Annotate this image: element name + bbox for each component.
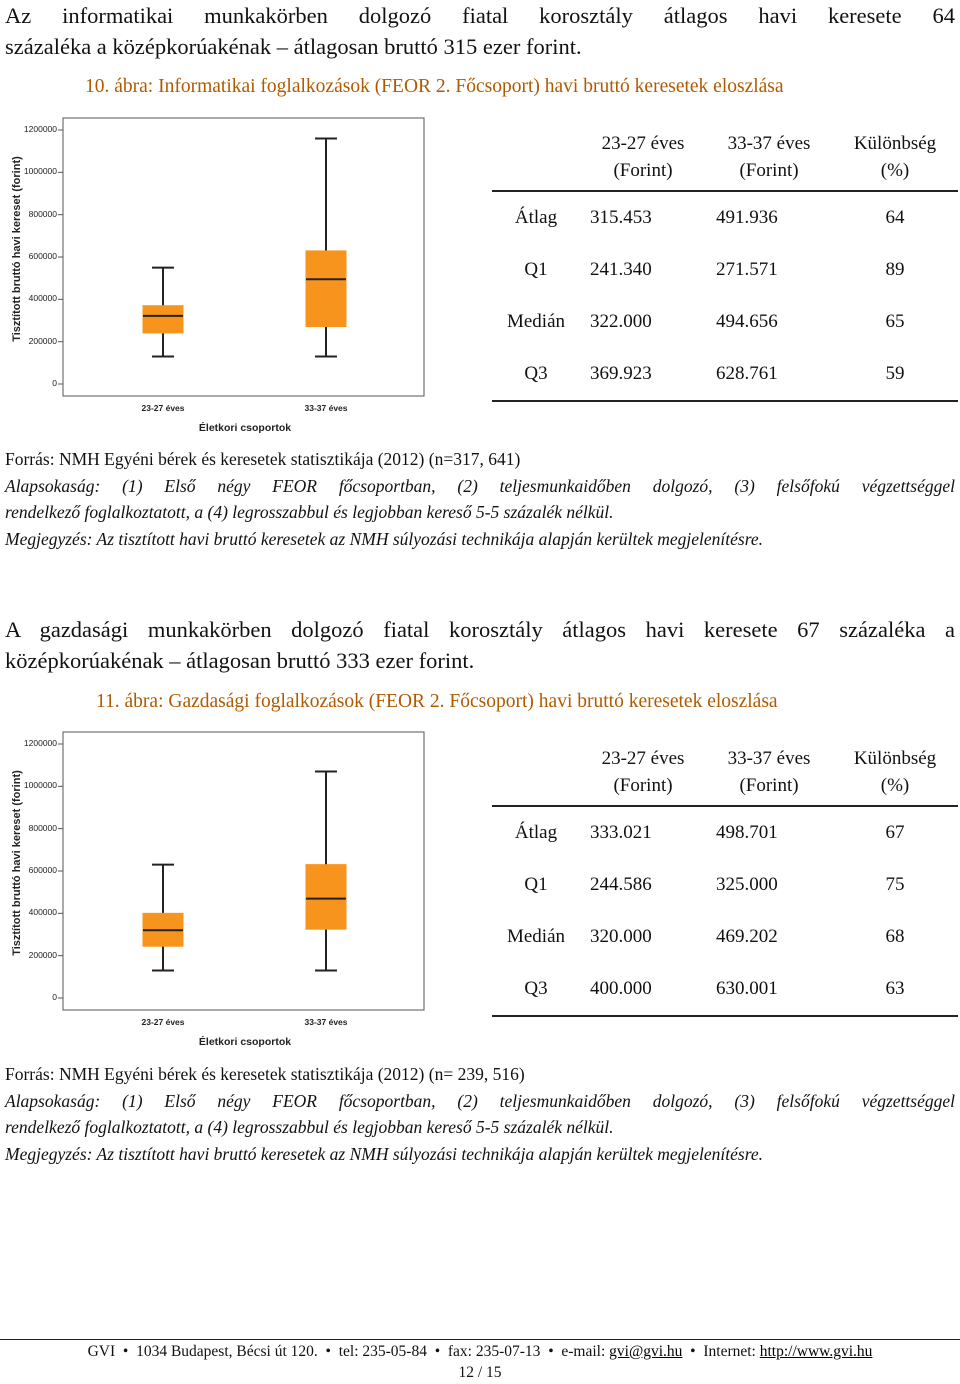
- bullet-separator: •: [430, 1343, 445, 1360]
- y-tick-label: 800000: [28, 822, 57, 833]
- row-label: Átlag: [514, 207, 558, 228]
- footer-internet-label: Internet:: [703, 1343, 756, 1360]
- table-row: [492, 244, 958, 296]
- boxplot-chart-2: [0, 729, 427, 1059]
- table-row: [492, 191, 958, 244]
- population-text: Alapsokaság: (1) Első négy FEOR főcsoportban, (2) teljesmunkaidőben dolgozó, (3) felsőfokú végzettséggel: [5, 475, 955, 496]
- header-line: (Forint): [613, 160, 673, 181]
- cell-mid: 491.936: [716, 207, 778, 228]
- y-tick-label: 1200000: [23, 124, 57, 134]
- box-plot-group: [306, 138, 346, 356]
- note-text: Megjegyzés: Az tisztított havi bruttó keresetek az NMH súlyozási technikája alapján kerültek megjelenítésre.: [5, 528, 764, 549]
- cell-diff: 63: [885, 978, 905, 999]
- header-line: (%): [880, 160, 910, 181]
- iqr-box: [143, 306, 183, 333]
- table-header-cell: [706, 745, 832, 806]
- footer-org: GVI: [87, 1343, 116, 1360]
- population-text: rendelkező foglalkoztatott, a (4) legrosszabbul és legjobban kereső 5-5 százalék nélkül.: [5, 502, 614, 522]
- footer-contact: [0, 1343, 960, 1361]
- x-tick-label: 23-27 éves: [141, 403, 185, 413]
- cell-diff: 64: [885, 207, 905, 228]
- iqr-box: [306, 251, 346, 327]
- intro-line: középkorúakénak – átlagosan bruttó 333 ezer forint.: [5, 648, 475, 673]
- table-header-row: [492, 130, 958, 191]
- cell-diff: 59: [885, 363, 905, 384]
- cell-diff: 67: [885, 822, 905, 843]
- footer-fax: fax: 235-07-13: [447, 1343, 541, 1360]
- table-header-cell: [832, 745, 958, 806]
- header-line: 33-37 éves: [727, 133, 811, 154]
- website-link[interactable]: http://www.gvi.hu: [759, 1343, 873, 1360]
- y-tick-label: 0: [52, 378, 57, 388]
- cell-diff: 89: [885, 259, 905, 280]
- header-line: [492, 772, 580, 799]
- header-line: (Forint): [739, 160, 799, 181]
- population-text: rendelkező foglalkoztatott, a (4) legrosszabbul és legjobban kereső 5-5 százalék nélkül.: [5, 1117, 614, 1137]
- header-line: (Forint): [739, 775, 799, 796]
- table-header-cell: [832, 130, 958, 191]
- cell-mid: 494.656: [716, 311, 778, 332]
- intro-line: A gazdasági munkakörben dolgozó fiatal korosztály átlagos havi keresete 67 százaléka a: [5, 617, 955, 642]
- cell-young: 333.021: [590, 822, 652, 843]
- bullet-separator: •: [119, 1343, 133, 1360]
- x-tick-label: 23-27 éves: [141, 1017, 185, 1027]
- table-row: [492, 911, 958, 963]
- intro-paragraph-1: [5, 0, 955, 62]
- cell-young: 322.000: [590, 311, 652, 332]
- row-label: Q3: [524, 978, 548, 999]
- page-number: 12 / 15: [458, 1364, 502, 1381]
- table-header-cell: [580, 745, 706, 806]
- bullet-separator: •: [686, 1343, 700, 1360]
- cell-diff: 75: [885, 874, 905, 895]
- stats-table: [492, 745, 958, 1017]
- header-line: 23-27 éves: [601, 748, 685, 769]
- header-line: 33-37 éves: [727, 748, 811, 769]
- y-tick-label: 1000000: [23, 780, 57, 791]
- footer-divider: [0, 1339, 960, 1340]
- stats-table-2: [492, 745, 958, 1017]
- intro-paragraph-2: [5, 614, 955, 676]
- boxplot-svg: [0, 115, 427, 445]
- source-text: Forrás: NMH Egyéni bérek és keresetek statisztikája (2012) (n=317, 641): [5, 449, 521, 469]
- intro-line: százaléka a középkorúakénak – átlagosan bruttó 315 ezer forint.: [5, 34, 582, 59]
- y-tick-label: 200000: [28, 335, 57, 346]
- y-tick-label: 1200000: [23, 738, 57, 748]
- cell-mid: 325.000: [716, 874, 778, 895]
- y-tick-label: 1000000: [23, 166, 57, 177]
- table-row: [492, 963, 958, 1016]
- y-axis-title: Tisztított bruttó havi kereset (forint): [10, 156, 23, 342]
- row-label: Q1: [524, 259, 548, 280]
- header-line: (Forint): [613, 775, 673, 796]
- box-plot-group: [306, 772, 346, 971]
- header-line: Különbség: [853, 133, 937, 154]
- bullet-separator: •: [544, 1343, 558, 1360]
- cell-mid: 498.701: [716, 822, 778, 843]
- y-tick-label: 400000: [28, 907, 57, 918]
- table-header-cell: [492, 130, 580, 191]
- table-row: [492, 806, 958, 859]
- table-header-cell: [492, 745, 580, 806]
- plot-frame: [63, 118, 424, 396]
- table-header-cell: [706, 130, 832, 191]
- email-link[interactable]: gvi@gvi.hu: [609, 1343, 683, 1360]
- y-tick-label: 400000: [28, 293, 57, 304]
- x-axis-title: Életkori csoportok: [198, 422, 292, 434]
- bullet-separator: •: [321, 1343, 335, 1360]
- iqr-box: [306, 865, 346, 930]
- table-row: [492, 859, 958, 911]
- cell-young: 241.340: [590, 259, 652, 280]
- y-tick-label: 600000: [28, 865, 57, 875]
- table-row: [492, 296, 958, 348]
- notes-block-1: [5, 446, 955, 552]
- cell-diff: 65: [885, 311, 905, 332]
- x-tick-label: 33-37 éves: [304, 1017, 348, 1027]
- cell-young: 320.000: [590, 926, 652, 947]
- header-line: [492, 130, 580, 157]
- cell-mid: 628.761: [716, 363, 778, 384]
- header-line: [492, 157, 580, 184]
- header-line: Különbség: [853, 748, 937, 769]
- table-row: [492, 348, 958, 401]
- table-header-row: [492, 745, 958, 806]
- table-header-cell: [580, 130, 706, 191]
- footer-email-label: e-mail:: [561, 1343, 606, 1360]
- y-tick-label: 0: [52, 992, 57, 1002]
- boxplot-chart-1: [0, 115, 427, 445]
- cell-young: 400.000: [590, 978, 652, 999]
- y-axis-title: Tisztított bruttó havi kereset (forint): [10, 770, 23, 956]
- note-text: Megjegyzés: Az tisztított havi bruttó keresetek az NMH súlyozási technikája alapján kerültek megjelenítésre.: [5, 1143, 764, 1164]
- row-label: Q1: [524, 874, 548, 895]
- cell-diff: 68: [885, 926, 905, 947]
- y-tick-label: 200000: [28, 949, 57, 960]
- header-line: [492, 745, 580, 772]
- intro-line: Az informatikai munkakörben dolgozó fiatal korosztály átlagos havi keresete 64: [5, 3, 955, 28]
- y-tick-label: 800000: [28, 208, 57, 219]
- figure-caption-2: 11. ábra: Gazdasági foglalkozások (FEOR 2. Főcsoport) havi bruttó keresetek eloszlása: [96, 691, 778, 712]
- population-text: Alapsokaság: (1) Első négy FEOR főcsoportban, (2) teljesmunkaidőben dolgozó, (3) felsőfokú végzettséggel: [5, 1090, 955, 1111]
- row-label: Q3: [524, 363, 548, 384]
- cell-mid: 271.571: [716, 259, 778, 280]
- header-line: 23-27 éves: [601, 133, 685, 154]
- figure-caption-1: 10. ábra: Informatikai foglalkozások (FEOR 2. Főcsoport) havi bruttó keresetek eloszlása: [85, 76, 784, 97]
- box-plot-group: [143, 268, 183, 357]
- stats-table: [492, 130, 958, 402]
- cell-mid: 469.202: [716, 926, 778, 947]
- y-tick-label: 600000: [28, 251, 57, 261]
- header-line: (%): [880, 775, 910, 796]
- notes-block-2: [5, 1061, 955, 1167]
- cell-young: 244.586: [590, 874, 652, 895]
- boxplot-svg: [0, 729, 427, 1059]
- cell-young: 369.923: [590, 363, 652, 384]
- cell-mid: 630.001: [716, 978, 778, 999]
- box-plot-group: [143, 865, 183, 971]
- plot-frame: [63, 732, 424, 1010]
- x-axis-title: Életkori csoportok: [198, 1036, 292, 1048]
- footer-address: 1034 Budapest, Bécsi út 120.: [136, 1343, 318, 1360]
- row-label: Medián: [506, 311, 566, 332]
- stats-table-1: [492, 130, 958, 402]
- row-label: Medián: [506, 926, 566, 947]
- cell-young: 315.453: [590, 207, 652, 228]
- source-text: Forrás: NMH Egyéni bérek és keresetek statisztikája (2012) (n= 239, 516): [5, 1064, 525, 1084]
- footer-tel: tel: 235-05-84: [338, 1343, 427, 1360]
- x-tick-label: 33-37 éves: [304, 403, 348, 413]
- row-label: Átlag: [514, 822, 558, 843]
